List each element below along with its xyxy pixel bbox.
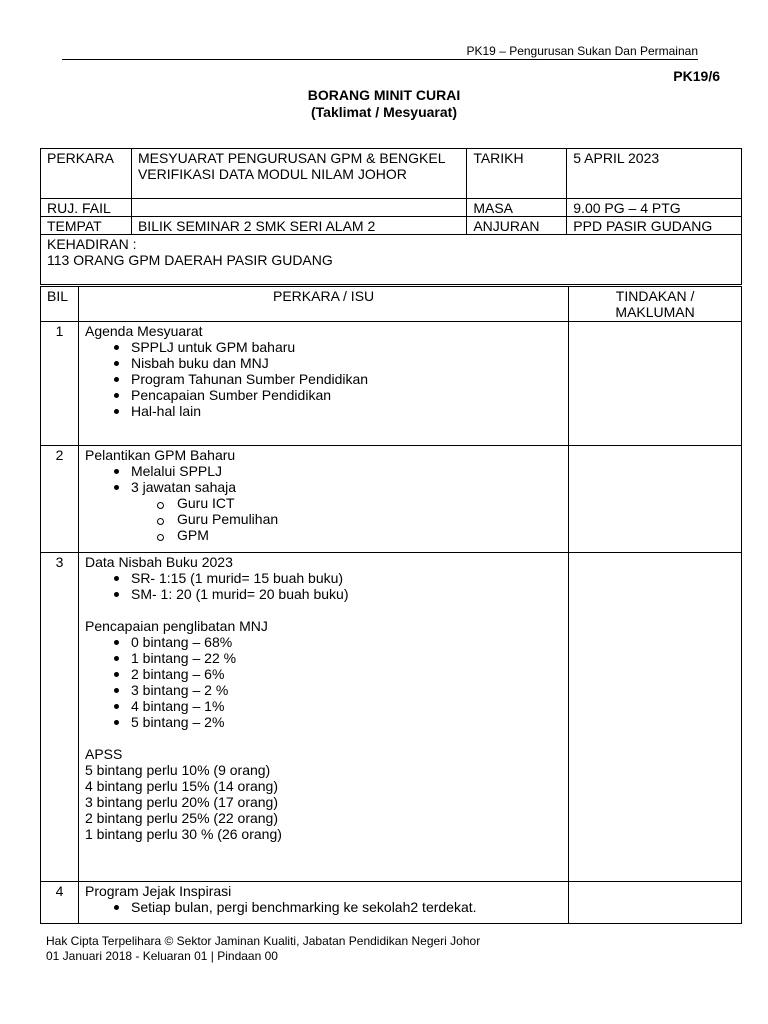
page-subtitle: (Taklimat / Mesyuarat) — [310, 104, 457, 120]
list-item: 3 jawatan sahaja — [131, 479, 562, 495]
tarikh-label: TARIKH — [467, 149, 567, 199]
sub-list-item: GPM — [177, 527, 562, 543]
list-item: 4 bintang – 1% — [131, 698, 562, 714]
meta-table — [40, 148, 742, 285]
footer — [46, 934, 480, 964]
apss-line: 2 bintang perlu 25% (22 orang) — [84, 810, 279, 826]
tarikh-value: 5 APRIL 2023 — [567, 149, 742, 199]
list-item: Setiap bulan, pergi benchmarking ke sekolah2 terdekat. — [131, 899, 562, 915]
row-action — [569, 446, 742, 553]
revision-line: 01 Januari 2018 - Keluaran 01 | Pindaan 00 — [46, 949, 278, 963]
ruj-label: RUJ. FAIL — [41, 199, 132, 217]
meta-row-ruj — [41, 199, 742, 217]
kehadiran-label: KEHADIRAN : — [47, 236, 137, 252]
apss-line: 5 bintang perlu 10% (9 orang) — [84, 762, 271, 778]
row-action — [569, 322, 742, 446]
apss-line: 4 bintang perlu 15% (14 orang) — [84, 778, 279, 794]
col-bil-header: BIL — [41, 287, 79, 322]
list-item: 0 bintang – 68% — [131, 634, 562, 650]
table-row — [41, 553, 742, 882]
list-item: SR- 1:15 (1 murid= 15 buah buku) — [131, 570, 562, 586]
tempat-label: TEMPAT — [41, 217, 132, 235]
bullet-list — [85, 339, 562, 419]
running-title: PK19 – Pengurusan Sukan Dan Permainan — [466, 44, 698, 58]
list-item: 5 bintang – 2% — [131, 714, 562, 730]
list-item: SPPLJ untuk GPM baharu — [131, 339, 562, 355]
tempat-value: BILIK SEMINAR 2 SMK SERI ALAM 2 — [131, 217, 466, 235]
page-title: BORANG MINIT CURAI — [307, 87, 461, 103]
mnj-heading: Pencapaian penglibatan MNJ — [84, 618, 268, 634]
masa-value: 9.00 PG – 4 PTG — [567, 199, 742, 217]
list-item: Program Tahunan Sumber Pendidikan — [131, 371, 562, 387]
spacer — [85, 730, 562, 746]
perkara-label: PERKARA — [41, 149, 132, 199]
meta-row-tempat — [41, 217, 742, 235]
bullet-list — [85, 899, 562, 915]
kehadiran-cell — [41, 235, 742, 285]
col-tindakan-header — [569, 287, 742, 322]
copyright-line: Hak Cipta Terpelihara © Sektor Jaminan Kualiti, Jabatan Pendidikan Negeri Johor — [46, 934, 481, 948]
perkara-value: MESYUARAT PENGURUSAN GPM & BENGKEL VERIFIKASI DATA MODUL NILAM JOHOR — [131, 149, 466, 199]
apss-line: 1 bintang perlu 30 % (26 orang) — [84, 826, 282, 842]
sub-list — [85, 495, 562, 543]
row-number: 3 — [41, 553, 79, 882]
bullet-list — [85, 463, 562, 495]
kehadiran-value: 113 ORANG GPM DAERAH PASIR GUDANG — [47, 252, 333, 268]
ruj-value — [131, 199, 466, 217]
masa-label: MASA — [467, 199, 567, 217]
row-heading: Data Nisbah Buku 2023 — [84, 554, 233, 570]
list-item: 1 bintang – 22 % — [131, 650, 562, 666]
row-content — [78, 446, 568, 553]
table-row — [41, 322, 742, 446]
form-code: PK19/6 — [673, 68, 720, 84]
col-perkara-header: PERKARA / ISU — [78, 287, 568, 322]
row-content — [78, 882, 568, 924]
spacer — [85, 602, 562, 618]
anjuran-value: PPD PASIR GUDANG — [567, 217, 742, 235]
row-action — [569, 882, 742, 924]
anjuran-label: ANJURAN — [467, 217, 567, 235]
apss-heading: APSS — [84, 746, 123, 762]
row-number: 4 — [41, 882, 79, 924]
table-row — [41, 882, 742, 924]
table-row — [41, 446, 742, 553]
sub-list-item: Guru Pemulihan — [177, 511, 562, 527]
apss-line: 3 bintang perlu 20% (17 orang) — [84, 794, 279, 810]
minutes-table — [40, 286, 742, 924]
minutes-header-row — [41, 287, 742, 322]
row-heading: Pelantikan GPM Baharu — [84, 447, 236, 463]
col-tindakan-line1: TINDAKAN / — [615, 288, 695, 304]
list-item: SM- 1: 20 (1 murid= 20 buah buku) — [131, 586, 562, 602]
row-action — [569, 553, 742, 882]
row-content — [78, 322, 568, 446]
list-item: Nisbah buku dan MNJ — [131, 355, 562, 371]
list-item: 3 bintang – 2 % — [131, 682, 562, 698]
list-item: Hal-hal lain — [131, 403, 562, 419]
mnj-list — [85, 634, 562, 730]
row-number: 1 — [41, 322, 79, 446]
row-content — [78, 553, 568, 882]
list-item: Pencapaian Sumber Pendidikan — [131, 387, 562, 403]
col-tindakan-line2: MAKLUMAN — [615, 304, 695, 320]
row-heading: Agenda Mesyuarat — [84, 323, 203, 339]
meta-row-perkara — [41, 149, 742, 199]
bullet-list — [85, 570, 562, 602]
row-heading: Program Jejak Inspirasi — [84, 883, 232, 899]
sub-list-item: Guru ICT — [177, 495, 562, 511]
row-number: 2 — [41, 446, 79, 553]
list-item: 2 bintang – 6% — [131, 666, 562, 682]
meta-row-kehadiran — [41, 235, 742, 285]
header-rule — [62, 59, 698, 60]
list-item: Melalui SPPLJ — [131, 463, 562, 479]
